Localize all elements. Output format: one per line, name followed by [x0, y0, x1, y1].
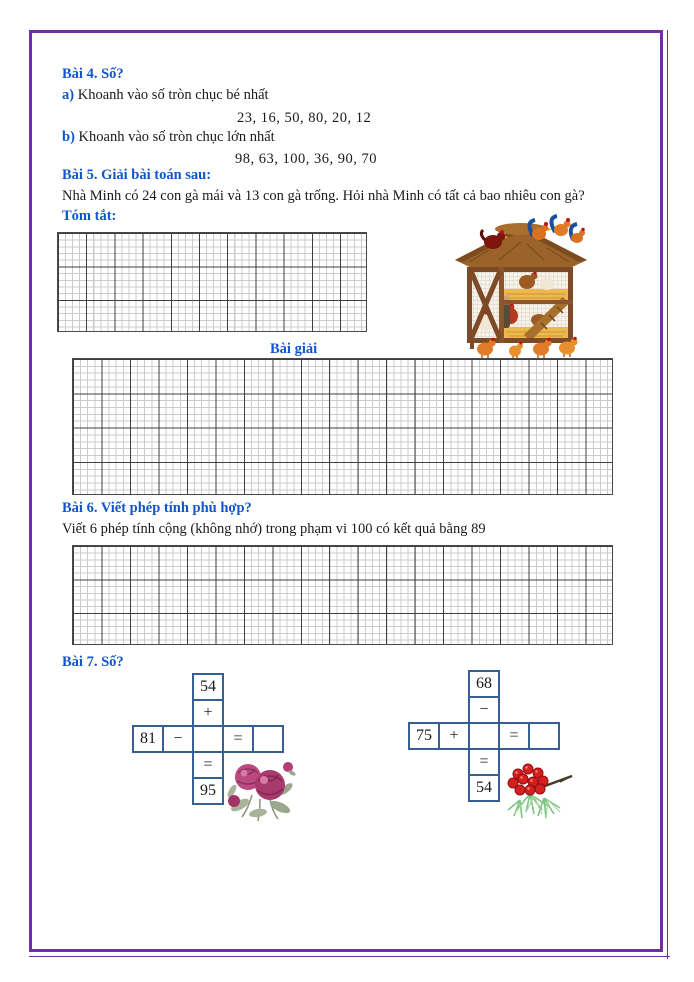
- red-berries-illustration: [500, 760, 576, 824]
- solution-label: Bài giải: [270, 341, 318, 357]
- cross-right-bottom-number: 54: [469, 775, 499, 801]
- part-b-text: Khoanh vào số tròn chục lớn nhất: [74, 129, 275, 145]
- cross-left-top-operator: +: [193, 700, 223, 726]
- part-b-label: b): [62, 129, 75, 145]
- exercise6-writing-grid: [72, 545, 613, 645]
- exercise6-instruction: Viết 6 phép tính cộng (không nhớ) trong phạm vi 100 có kết quả bằng 89: [62, 521, 486, 537]
- part-b-number-list: 98, 63, 100, 36, 90, 70: [235, 151, 377, 167]
- cross-right-center-answer-cell: [469, 723, 499, 749]
- cross-left-top-number: 54: [193, 674, 223, 700]
- cross-right-result-answer-cell: [529, 723, 559, 749]
- cross-right-lower-equals-sign: =: [469, 749, 499, 775]
- chicken-coop-illustration: [449, 212, 593, 358]
- exercise4-part-a: [62, 87, 269, 104]
- part-a-number-list: 23, 16, 50, 80, 20, 12: [237, 110, 372, 126]
- part-a-text: Khoanh vào số tròn chục bé nhất: [74, 87, 269, 103]
- peony-flowers-illustration: [222, 755, 300, 823]
- cross-right-top-number: 68: [469, 671, 499, 697]
- cross-right-equals-sign: =: [499, 723, 529, 749]
- part-a-label: a): [62, 87, 75, 103]
- page-border-frame: [29, 30, 663, 952]
- exercise5-title: Bài 5. Giải bài toán sau:: [62, 167, 212, 183]
- cross-left-result-answer-cell: [253, 726, 283, 752]
- summary-label: Tóm tắt:: [62, 208, 117, 224]
- cross-left-equals-sign: =: [223, 726, 253, 752]
- cross-left-left-number: 81: [133, 726, 163, 752]
- cross-right-left-number: 75: [409, 723, 439, 749]
- cross-left-row-operator: −: [163, 726, 193, 752]
- solution-writing-grid: [72, 358, 613, 495]
- summary-writing-grid: [57, 232, 367, 332]
- cross-right-top-operator: −: [469, 697, 499, 723]
- cross-left-bottom-number: 95: [193, 778, 223, 804]
- cross-left-lower-equals-sign: =: [193, 752, 223, 778]
- exercise7-title: Bài 7. Số?: [62, 654, 124, 670]
- cross-left-center-answer-cell: [193, 726, 223, 752]
- exercise4-title: Bài 4. Số?: [62, 66, 124, 82]
- exercise4-part-b: [62, 129, 275, 146]
- exercise5-problem: Nhà Minh có 24 con gà mái và 13 con gà trống. Hỏi nhà Minh có tất cả bao nhiêu con gà?: [62, 188, 585, 204]
- exercise6-title: Bài 6. Viết phép tính phù hợp?: [62, 500, 252, 516]
- cross-right-row-operator: +: [439, 723, 469, 749]
